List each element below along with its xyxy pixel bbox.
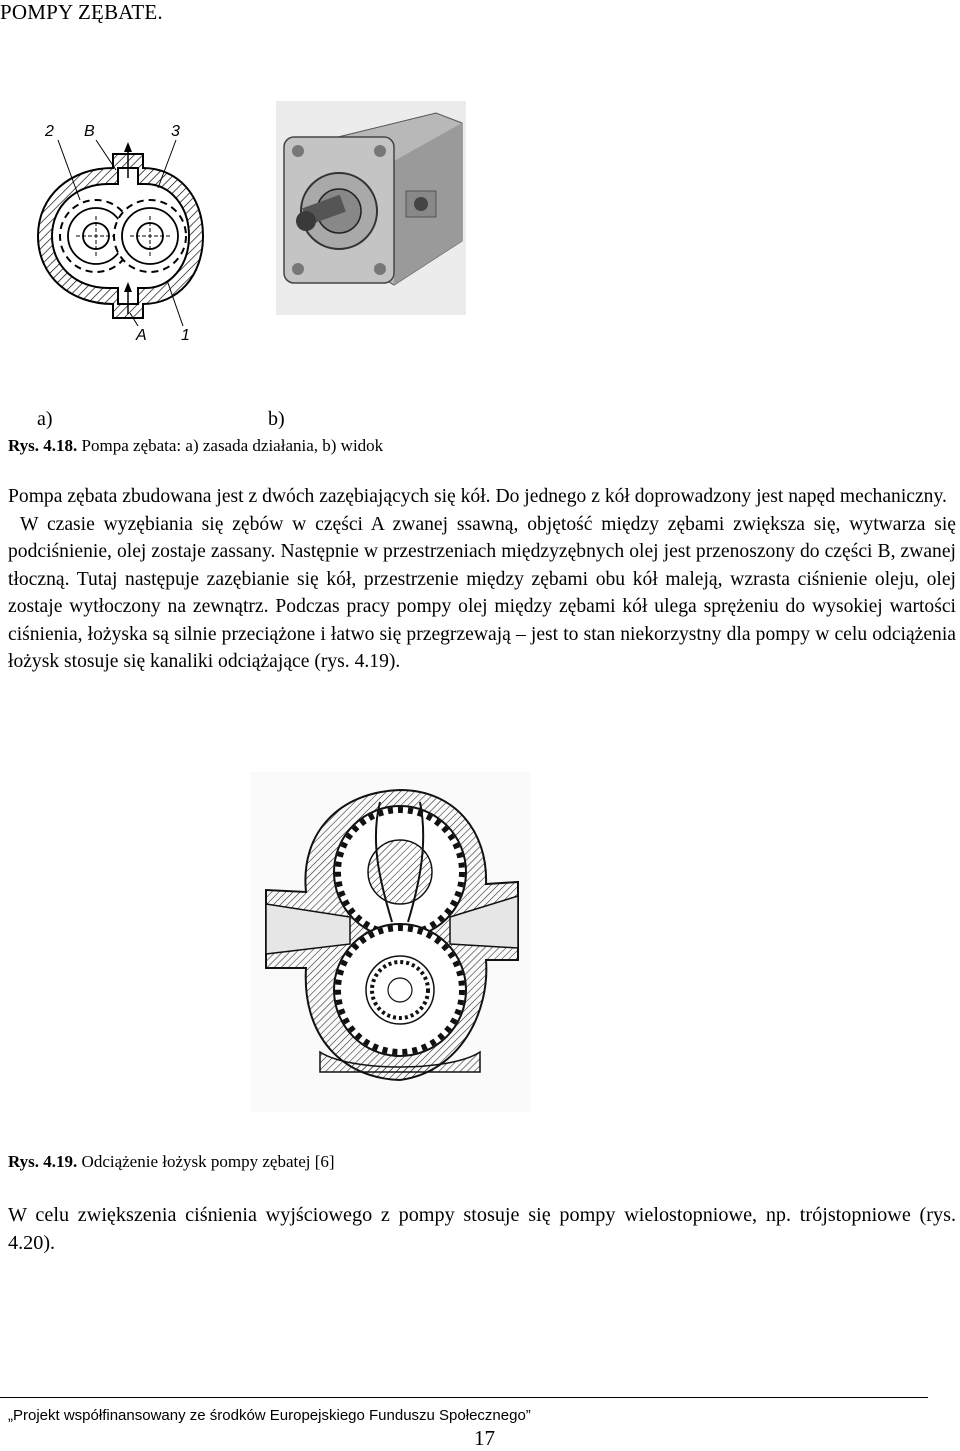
label-b: B xyxy=(84,123,95,140)
caption-number: Rys. 4.19. xyxy=(8,1152,78,1171)
label-2: 2 xyxy=(45,123,54,140)
gear-pump-bearing-relief-drawing xyxy=(250,772,530,1112)
footer-divider xyxy=(0,1397,928,1398)
figure-4-19-caption xyxy=(8,1152,335,1172)
footer-text: „Projekt współfinansowany ze środków Europejskiego Funduszu Społecznego” xyxy=(8,1407,531,1424)
paragraph-1 xyxy=(8,483,956,676)
paragraph-1-line-1: Pompa zębata zbudowana jest z dwóch zazębiających się kół. Do jednego z kół doprowadzony jest napęd mechaniczny. xyxy=(8,486,947,507)
label-3: 3 xyxy=(171,123,180,140)
page-heading: POMPY ZĘBATE. xyxy=(0,0,163,24)
label-a: A xyxy=(136,327,147,344)
gear-pump-schematic xyxy=(18,118,218,348)
page-number: 17 xyxy=(474,1426,495,1450)
gear-pump-photo xyxy=(276,101,466,315)
caption-text: Odciążenie łożysk pompy zębatej [6] xyxy=(77,1152,335,1171)
subfigure-b-label: b) xyxy=(268,408,285,430)
subfigure-a-label: a) xyxy=(37,408,53,430)
paragraph-2: W celu zwiększenia ciśnienia wyjściowego z pompy stosuje się pompy wielostopniowe, np. trójstopniowe (rys. 4.20). xyxy=(8,1204,956,1254)
caption-text: Pompa zębata: a) zasada działania, b) widok xyxy=(77,436,384,455)
figure-4-18-caption xyxy=(8,436,383,456)
label-1: 1 xyxy=(181,327,190,344)
paragraph-1-body: W czasie wyzębiania się zębów w części A zwanej ssawną, objętość między zębami zwiększa się, wytwarza się podciśnienie, olej zostaje zassany. Następnie w przestrzeniach międzyzębnych olej jest przenoszony do części B, zwanej tłoczną. Tutaj następuje zazębianie się kół, przestrzenie między zębami obu kół maleją, wzrasta ciśnienie oleju, olej zostaje wytłoczony na zewnątrz. Podczas pracy pompy olej między zębami kół ulega sprężeniu do wysokiej wartości ciśnienia, łożyska są silnie przeciążone i łatwo się przegrzewają – jest to stan niekorzystny dla pompy w celu odciążenia łożysk stosuje się kanaliki odciążające (rys. 4.19). xyxy=(8,513,956,672)
caption-number: Rys. 4.18. xyxy=(8,436,78,455)
